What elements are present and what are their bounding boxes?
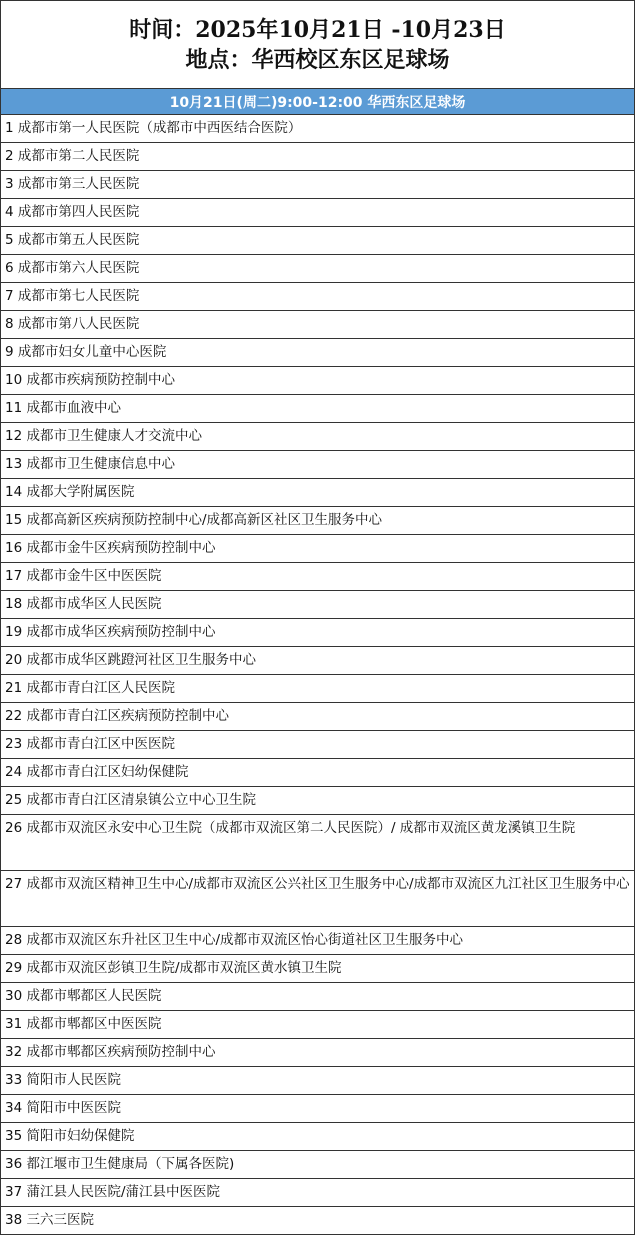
list-item: 14 成都大学附属医院 [1, 479, 634, 507]
list-item: 28 成都市双流区东升社区卫生中心/成都市双流区怡心街道社区卫生服务中心 [1, 927, 634, 955]
list-item: 2 成都市第二人民医院 [1, 143, 634, 171]
list-item: 16 成都市金牛区疾病预防控制中心 [1, 535, 634, 563]
list-item: 23 成都市青白江区中医医院 [1, 731, 634, 759]
list-item: 38 三六三医院 [1, 1207, 634, 1235]
list-item: 36 都江堰市卫生健康局（下属各医院) [1, 1151, 634, 1179]
list-item: 12 成都市卫生健康人才交流中心 [1, 423, 634, 451]
list-item: 30 成都市郫都区人民医院 [1, 983, 634, 1011]
list-item: 24 成都市青白江区妇幼保健院 [1, 759, 634, 787]
list-item: 18 成都市成华区人民医院 [1, 591, 634, 619]
list-item: 26 成都市双流区永安中心卫生院（成都市双流区第二人民医院）/ 成都市双流区黄龙溪镇卫生院 [1, 815, 634, 871]
list-item: 29 成都市双流区彭镇卫生院/成都市双流区黄水镇卫生院 [1, 955, 634, 983]
list-item: 22 成都市青白江区疾病预防控制中心 [1, 703, 634, 731]
list-item: 6 成都市第六人民医院 [1, 255, 634, 283]
page-header [0, 0, 635, 88]
list-item: 34 简阳市中医医院 [1, 1095, 634, 1123]
list-item: 1 成都市第一人民医院（成都市中西医结合医院） [1, 115, 634, 143]
institution-list [0, 115, 635, 1235]
list-item: 21 成都市青白江区人民医院 [1, 675, 634, 703]
list-item: 27 成都市双流区精神卫生中心/成都市双流区公兴社区卫生服务中心/成都市双流区九江社区卫生服务中心 [1, 871, 634, 927]
list-item: 11 成都市血液中心 [1, 395, 634, 423]
list-item: 25 成都市青白江区清泉镇公立中心卫生院 [1, 787, 634, 815]
list-item: 20 成都市成华区跳蹬河社区卫生服务中心 [1, 647, 634, 675]
list-item: 37 蒲江县人民医院/蒲江县中医医院 [1, 1179, 634, 1207]
list-item: 9 成都市妇女儿童中心医院 [1, 339, 634, 367]
list-item: 7 成都市第七人民医院 [1, 283, 634, 311]
list-item: 5 成都市第五人民医院 [1, 227, 634, 255]
list-item: 32 成都市郫都区疾病预防控制中心 [1, 1039, 634, 1067]
list-item: 4 成都市第四人民医院 [1, 199, 634, 227]
list-item: 17 成都市金牛区中医医院 [1, 563, 634, 591]
list-item: 13 成都市卫生健康信息中心 [1, 451, 634, 479]
list-item: 35 简阳市妇幼保健院 [1, 1123, 634, 1151]
event-location: 地点：华西校区东区足球场 [185, 46, 450, 73]
session-banner: 10月21日(周二)9:00-12:00 华西东区足球场 [0, 88, 635, 115]
list-item: 15 成都高新区疾病预防控制中心/成都高新区社区卫生服务中心 [1, 507, 634, 535]
list-item: 31 成都市郫都区中医医院 [1, 1011, 634, 1039]
list-item: 19 成都市成华区疾病预防控制中心 [1, 619, 634, 647]
list-item: 8 成都市第八人民医院 [1, 311, 634, 339]
list-item: 10 成都市疾病预防控制中心 [1, 367, 634, 395]
event-time: 时间：2025年10月21日 -10月23日 [129, 16, 506, 43]
list-item: 3 成都市第三人民医院 [1, 171, 634, 199]
list-item: 33 简阳市人民医院 [1, 1067, 634, 1095]
